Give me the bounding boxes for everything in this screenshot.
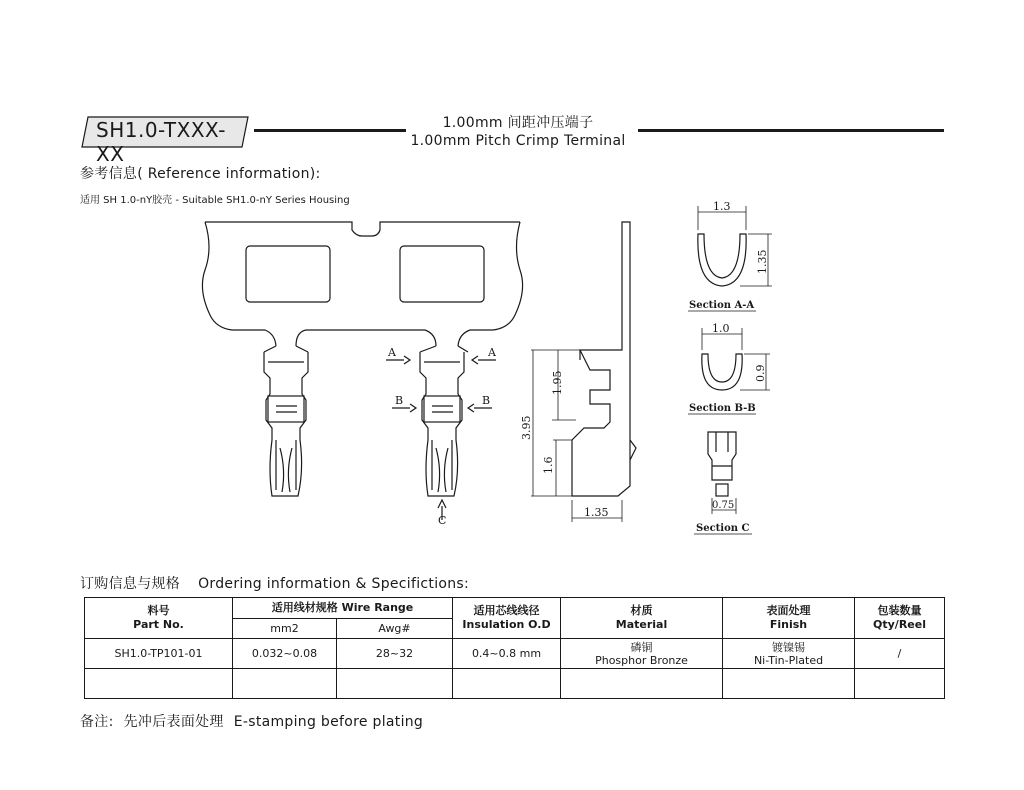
section-aa-label: Section A-A bbox=[689, 300, 755, 311]
dim-3-95: 3.95 bbox=[520, 415, 533, 440]
dim-1-6: 1.6 bbox=[542, 456, 555, 474]
part-code: SH1.0-TXXX-XX bbox=[96, 118, 226, 166]
terminal-right bbox=[420, 346, 468, 496]
col-finish: 表面处理 Finish bbox=[723, 598, 855, 639]
marker-b-right: B bbox=[482, 394, 491, 407]
col-awg: Awg# bbox=[337, 619, 453, 639]
section-aa-dim-width: 1.3 bbox=[713, 200, 731, 213]
marker-c: C bbox=[438, 514, 447, 527]
ordering-heading-cn: 订购信息与规格 bbox=[80, 576, 181, 592]
col-wire-range: 适用线材规格 Wire Range bbox=[233, 598, 453, 619]
section-bb-dim-height: 0.9 bbox=[754, 364, 767, 382]
col-qty: 包装数量 Qty/Reel bbox=[855, 598, 945, 639]
reference-heading: 参考信息( Reference information): bbox=[80, 166, 321, 182]
ordering-heading bbox=[80, 573, 487, 593]
cell-mm2: 0.032~0.08 bbox=[233, 639, 337, 669]
note bbox=[80, 711, 433, 731]
cell-material: 磷铜 Phosphor Bronze bbox=[561, 639, 723, 669]
header-rule-right bbox=[638, 129, 944, 132]
spec-table bbox=[84, 597, 945, 699]
section-c-label: Section C bbox=[696, 523, 750, 534]
note-label: 备注: bbox=[80, 714, 114, 730]
cell-qty: / bbox=[855, 639, 945, 669]
col-material: 材质 Material bbox=[561, 598, 723, 639]
side-view bbox=[531, 222, 636, 522]
section-bb-label: Section B-B bbox=[689, 403, 756, 414]
ordering-heading-en: Ordering information & Specifictions: bbox=[198, 576, 470, 592]
marker-a-right: A bbox=[488, 346, 496, 359]
terminal-left bbox=[264, 346, 308, 496]
section-c-drawing bbox=[694, 432, 752, 534]
dim-1-35-bottom: 1.35 bbox=[584, 506, 609, 519]
cell-finish: 镀镍锡 Ni-Tin-Plated bbox=[723, 639, 855, 669]
housing-note: 适用 SH 1.0-nY胶壳 - Suitable SH1.0-nY Series Housing bbox=[80, 195, 350, 206]
page-title bbox=[380, 114, 656, 150]
dim-1-95: 1.95 bbox=[551, 370, 564, 395]
marker-a-left: A bbox=[388, 346, 396, 359]
section-bb-dim-width: 1.0 bbox=[712, 322, 730, 335]
col-part-no: 料号 Part No. bbox=[85, 598, 233, 639]
section-aa-dim-height: 1.35 bbox=[756, 249, 769, 274]
marker-b-left: B bbox=[395, 394, 404, 407]
cell-part-no: SH1.0-TP101-01 bbox=[85, 639, 233, 669]
note-en: E-stamping before plating bbox=[233, 714, 424, 730]
title-en: 1.00mm Pitch Crimp Terminal bbox=[410, 133, 626, 149]
table-header-row bbox=[85, 598, 945, 619]
col-mm2: mm2 bbox=[233, 619, 337, 639]
table-row bbox=[85, 639, 945, 669]
col-insulation: 适用芯线线径 Insulation O.D bbox=[453, 598, 561, 639]
section-c-dim-width: 0.75 bbox=[712, 500, 735, 511]
part-code-badge bbox=[80, 115, 250, 166]
terminal-drawing bbox=[0, 190, 1024, 550]
table-row-empty bbox=[85, 669, 945, 699]
note-cn: 先冲后表面处理 bbox=[123, 714, 224, 730]
cell-insulation: 0.4~0.8 mm bbox=[453, 639, 561, 669]
title-cn: 1.00mm 间距冲压端子 bbox=[442, 115, 594, 131]
cell-awg: 28~32 bbox=[337, 639, 453, 669]
carrier-strip bbox=[202, 222, 522, 346]
